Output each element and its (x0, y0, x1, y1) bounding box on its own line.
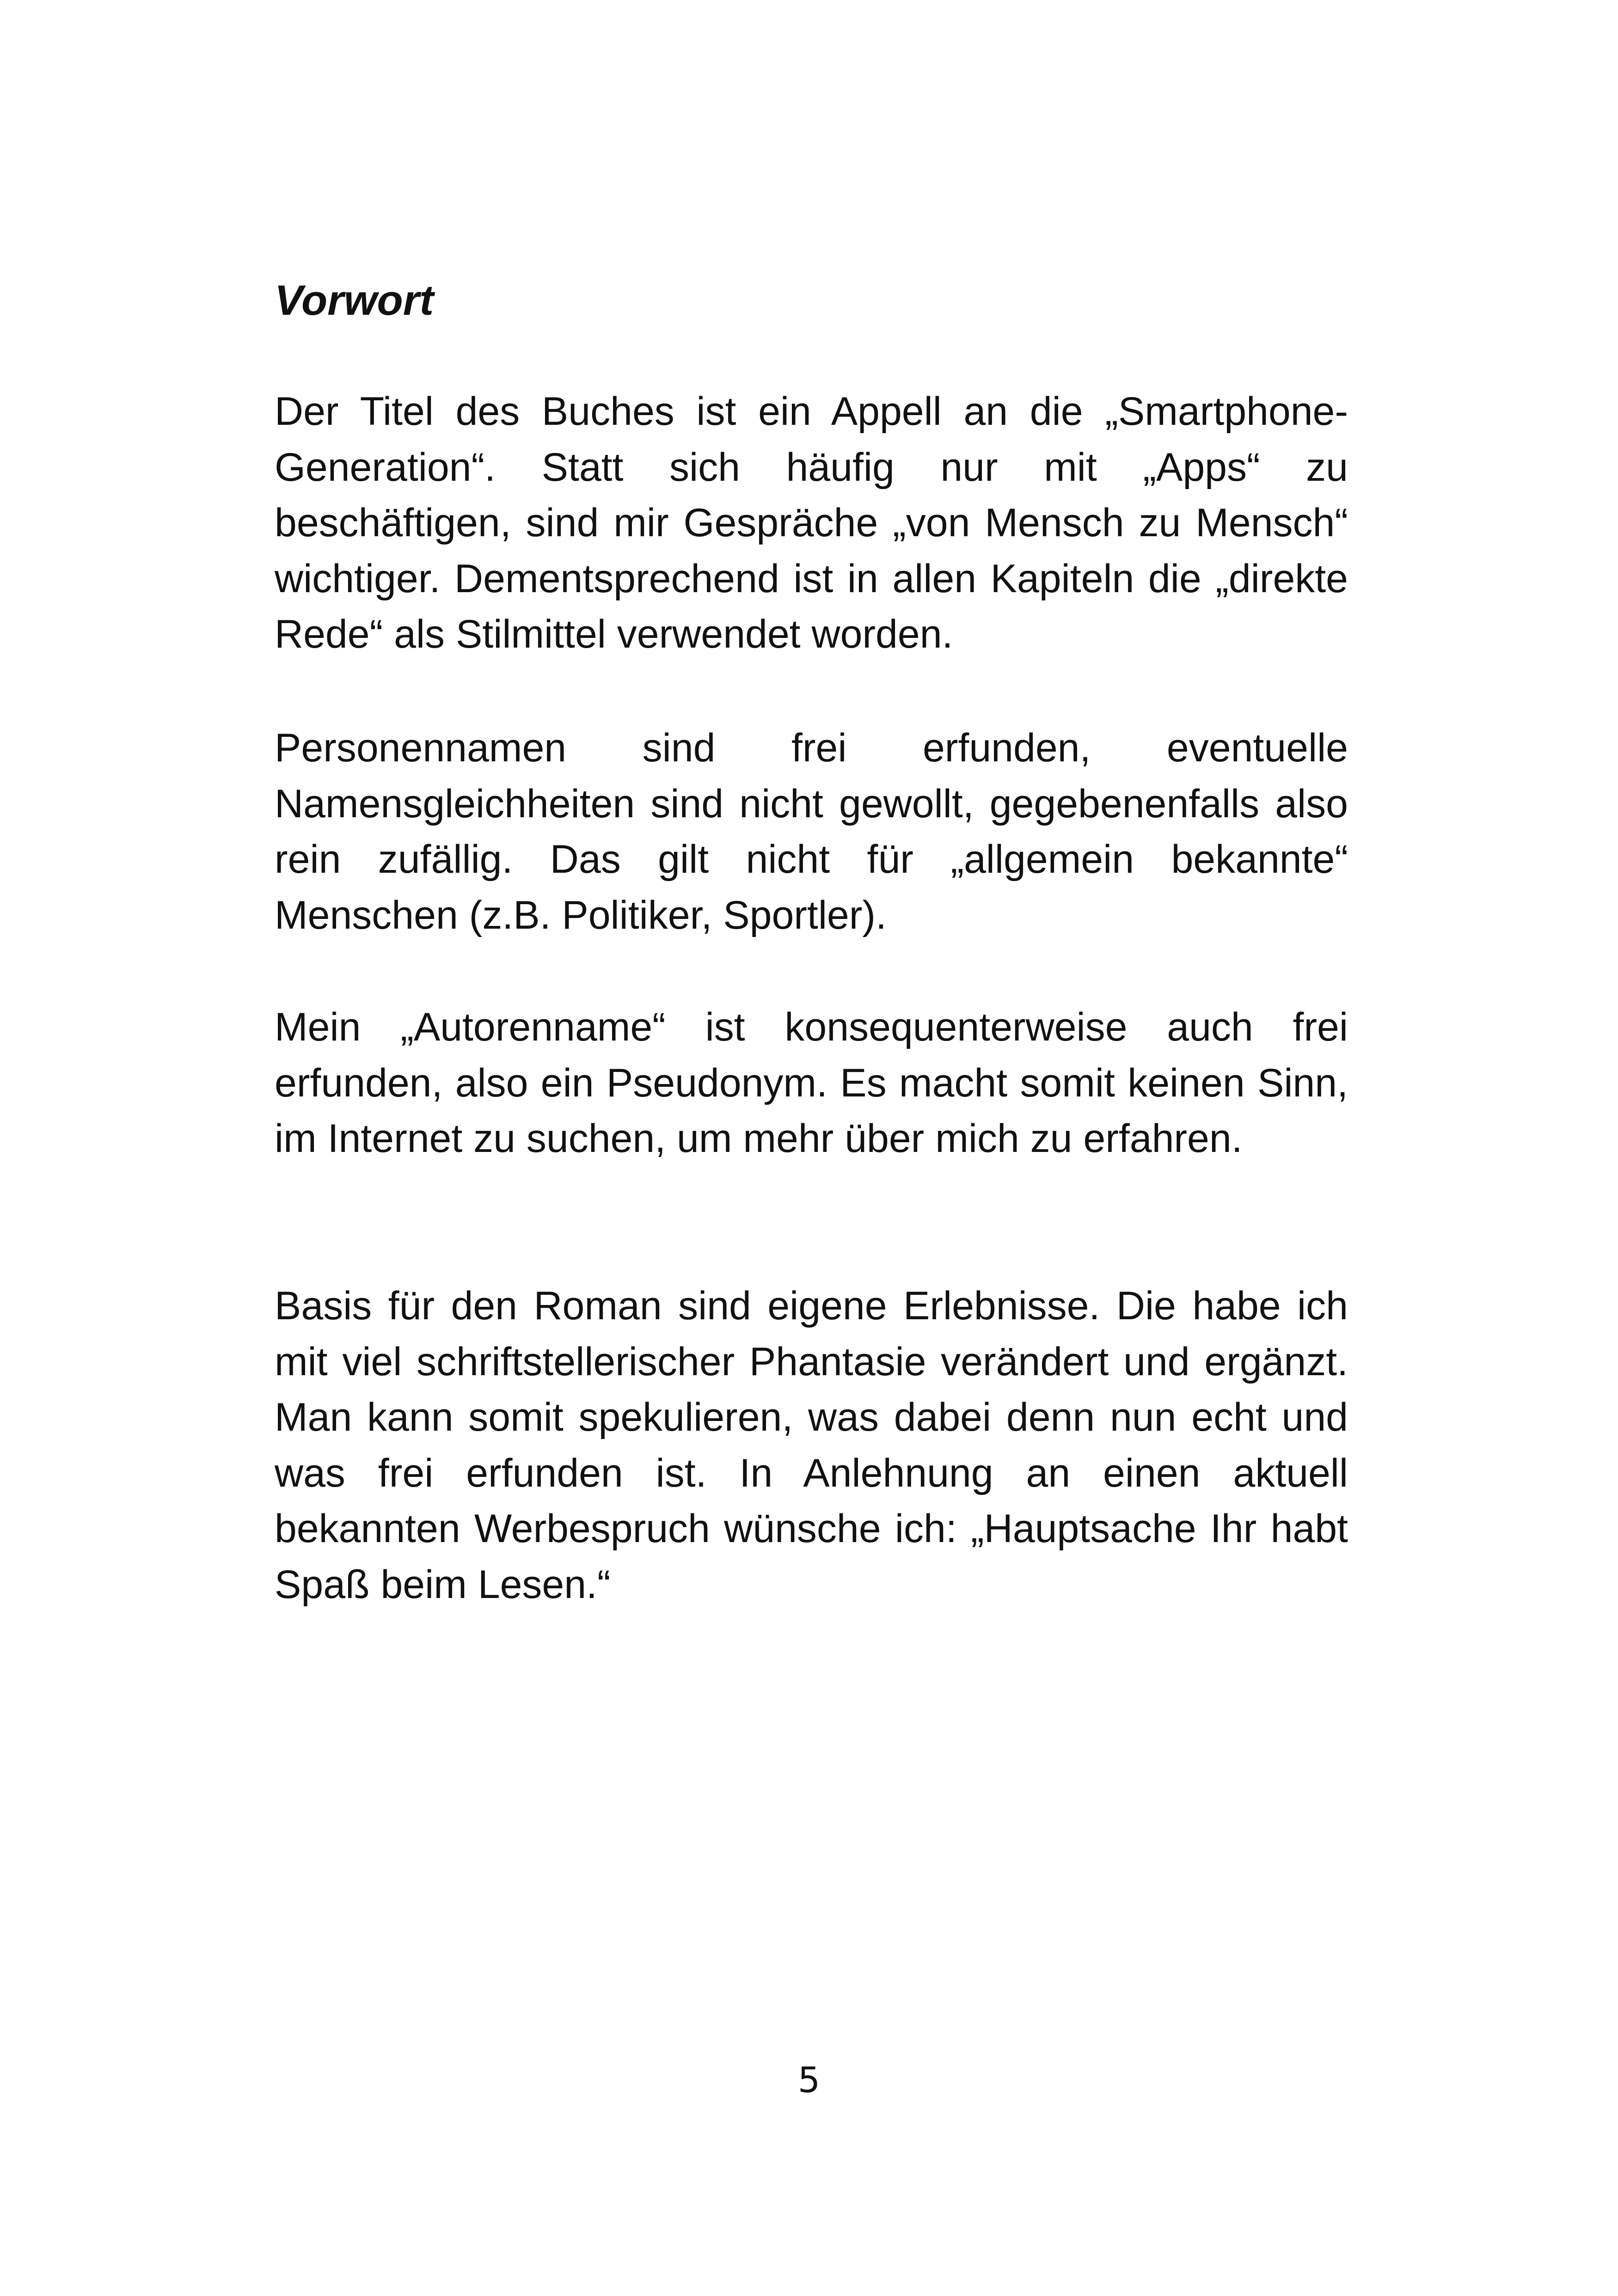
page-number: 5 (797, 2059, 821, 2100)
paragraph-pseudonym: Mein „Autorenname“ ist konsequenterweise auch frei erfunden, also ein Pseudonym. Es macht somit keinen Sinn, im Internet zu suchen, um mehr über mich zu erfahren. (275, 1005, 1348, 1161)
paragraph-novel-basis: Basis für den Roman sind eigene Erlebnisse. Die habe ich mit viel schriftstellerischer Phantasie verändert und ergänzt. Man kann somit spekulieren, was dabei denn nun echt und was frei erfunden ist. In Anlehnung an einen aktuell bekannten Werbespruch wünsche ich: „Hauptsache Ihr habt Spaß beim Lesen.“ (275, 1284, 1348, 1607)
paragraph-title-appeal: Der Titel des Buches ist ein Appell an die „Smartphone-Generation“. Statt sich häufig nur mit „Apps“ zu beschäftigen, sind mir Gespräche „von Mensch zu Mensch“ wichtiger. Dementsprechend ist in allen Kapiteln die „direkte Rede“ als Stilmittel verwendet worden. (275, 389, 1348, 656)
section-heading: Vorwort (275, 277, 434, 324)
paragraph-names-disclaimer: Personennamen sind frei erfunden, eventuelle Namensgleichheiten sind nicht gewollt, gegebenenfalls also rein zufällig. Das gilt nicht für „allgemein bekannte“ Menschen (z.B. Politiker, Sportler). (275, 726, 1348, 937)
